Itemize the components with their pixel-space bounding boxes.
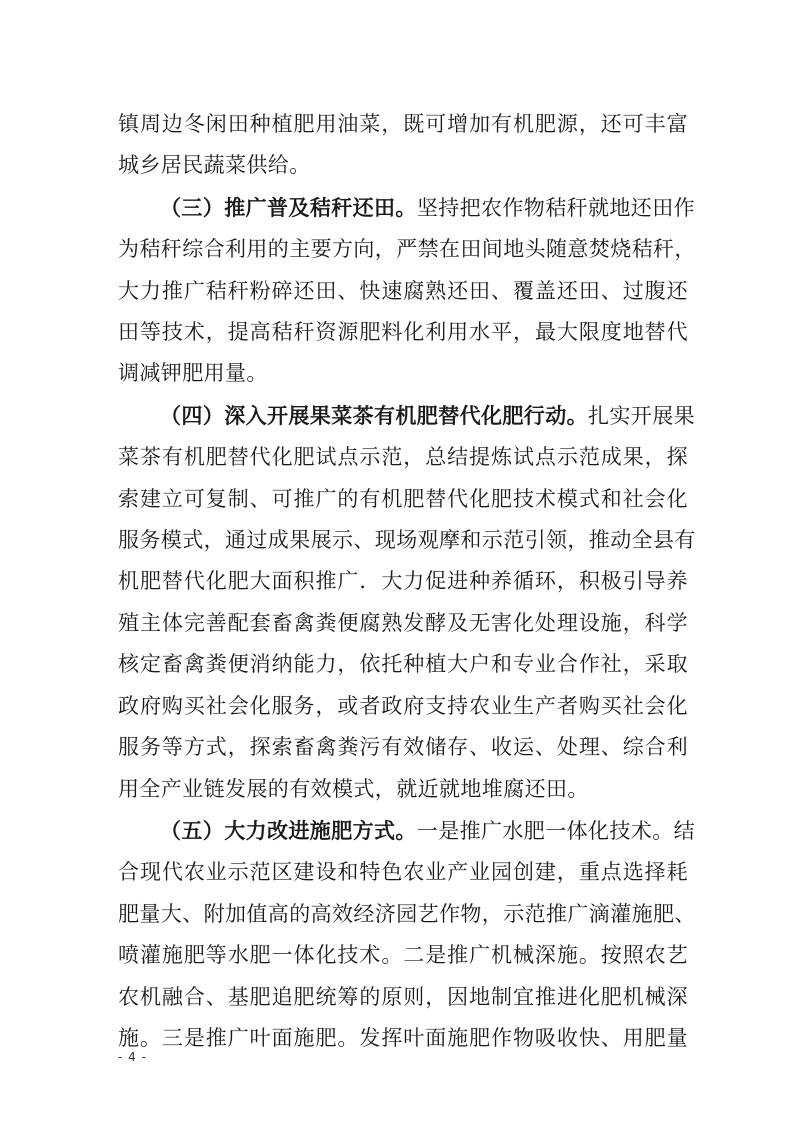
text-line: 农机融合、基肥追肥统筹的原则，因地制宜推进化肥机械深 [118,984,688,1009]
paragraph-fertilizing-methods [118,810,696,1059]
text-line: 用全产业链发展的有效模式，就近就地堆腐还田。 [118,776,589,801]
section-heading: （三）推广普及秸秆还田。 [160,194,417,220]
text-line: 喷灌施肥等水肥一体化技术。二是推广机械深施。按照农艺 [118,943,688,968]
text-line [118,810,696,852]
text-line: 政府购买社会化服务，或者政府支持农业生产者购买社会化 [118,693,688,718]
paragraph-straw-return [118,187,696,395]
text-line: 城乡居民蔬菜供给。 [118,153,311,178]
text-line: 服务等方式，探索畜禽粪污有效储存、收运、处理、综合利 [118,735,688,760]
paragraph-continuation [118,104,688,187]
document-body [118,104,696,1059]
page-number: - 4 - [118,1050,147,1064]
text-segment: 一是推广水肥一体化技术。结 [416,818,696,843]
text-line: 合现代农业示范区建设和特色农业产业园创建，重点选择耗 [118,860,688,885]
text-line: 服务模式，通过成果展示、现场观摩和示范引领，推动全县有 [118,528,696,553]
text-line: 为秸秆综合利用的主要方向，严禁在田间地头随意焚烧秸秆， [118,237,696,262]
text-line: 大力推广秸秆粉碎还田、快速腐熟还田、覆盖还田、过腹还 [118,278,688,303]
text-segment: 坚持把农作物秸秆就地还田作 [416,195,696,220]
text-line [118,395,695,437]
text-segment: 扎实开展果 [588,403,695,428]
text-line [118,187,696,229]
text-line: 机肥替代化肥大面积推广．大力促进种养循环，积极引导养 [118,569,688,594]
text-line: 肥量大、附加值高的高效经济园艺作物，示范推广滴灌施肥、 [118,901,696,926]
text-line: 镇周边冬闲田种植肥用油菜，既可增加有机肥源，还可丰富 [118,112,688,136]
section-heading: （五）大力改进施肥方式。 [160,817,417,843]
text-line: 核定畜禽粪便消纳能力，依托种植大户和专业合作社，采取 [118,652,688,677]
paragraph-organic-fertilizer [118,395,696,810]
text-line: 施。三是推广叶面施肥。发挥叶面施肥作物吸收快、用肥量 [118,1025,688,1050]
text-line: 菜茶有机肥替代化肥试点示范，总结提炼试点示范成果，探 [118,445,688,470]
section-heading: （四）深入开展果菜茶有机肥替代化肥行动。 [160,402,588,428]
text-line: 殖主体完善配套畜禽粪便腐熟发酵及无害化处理设施，科学 [118,610,688,635]
text-line: 调减钾肥用量。 [118,361,268,386]
text-line: 索建立可复制、可推广的有机肥替代化肥技术模式和社会化 [118,486,688,511]
text-line: 田等技术，提高秸秆资源肥料化利用水平，最大限度地替代 [118,320,688,345]
